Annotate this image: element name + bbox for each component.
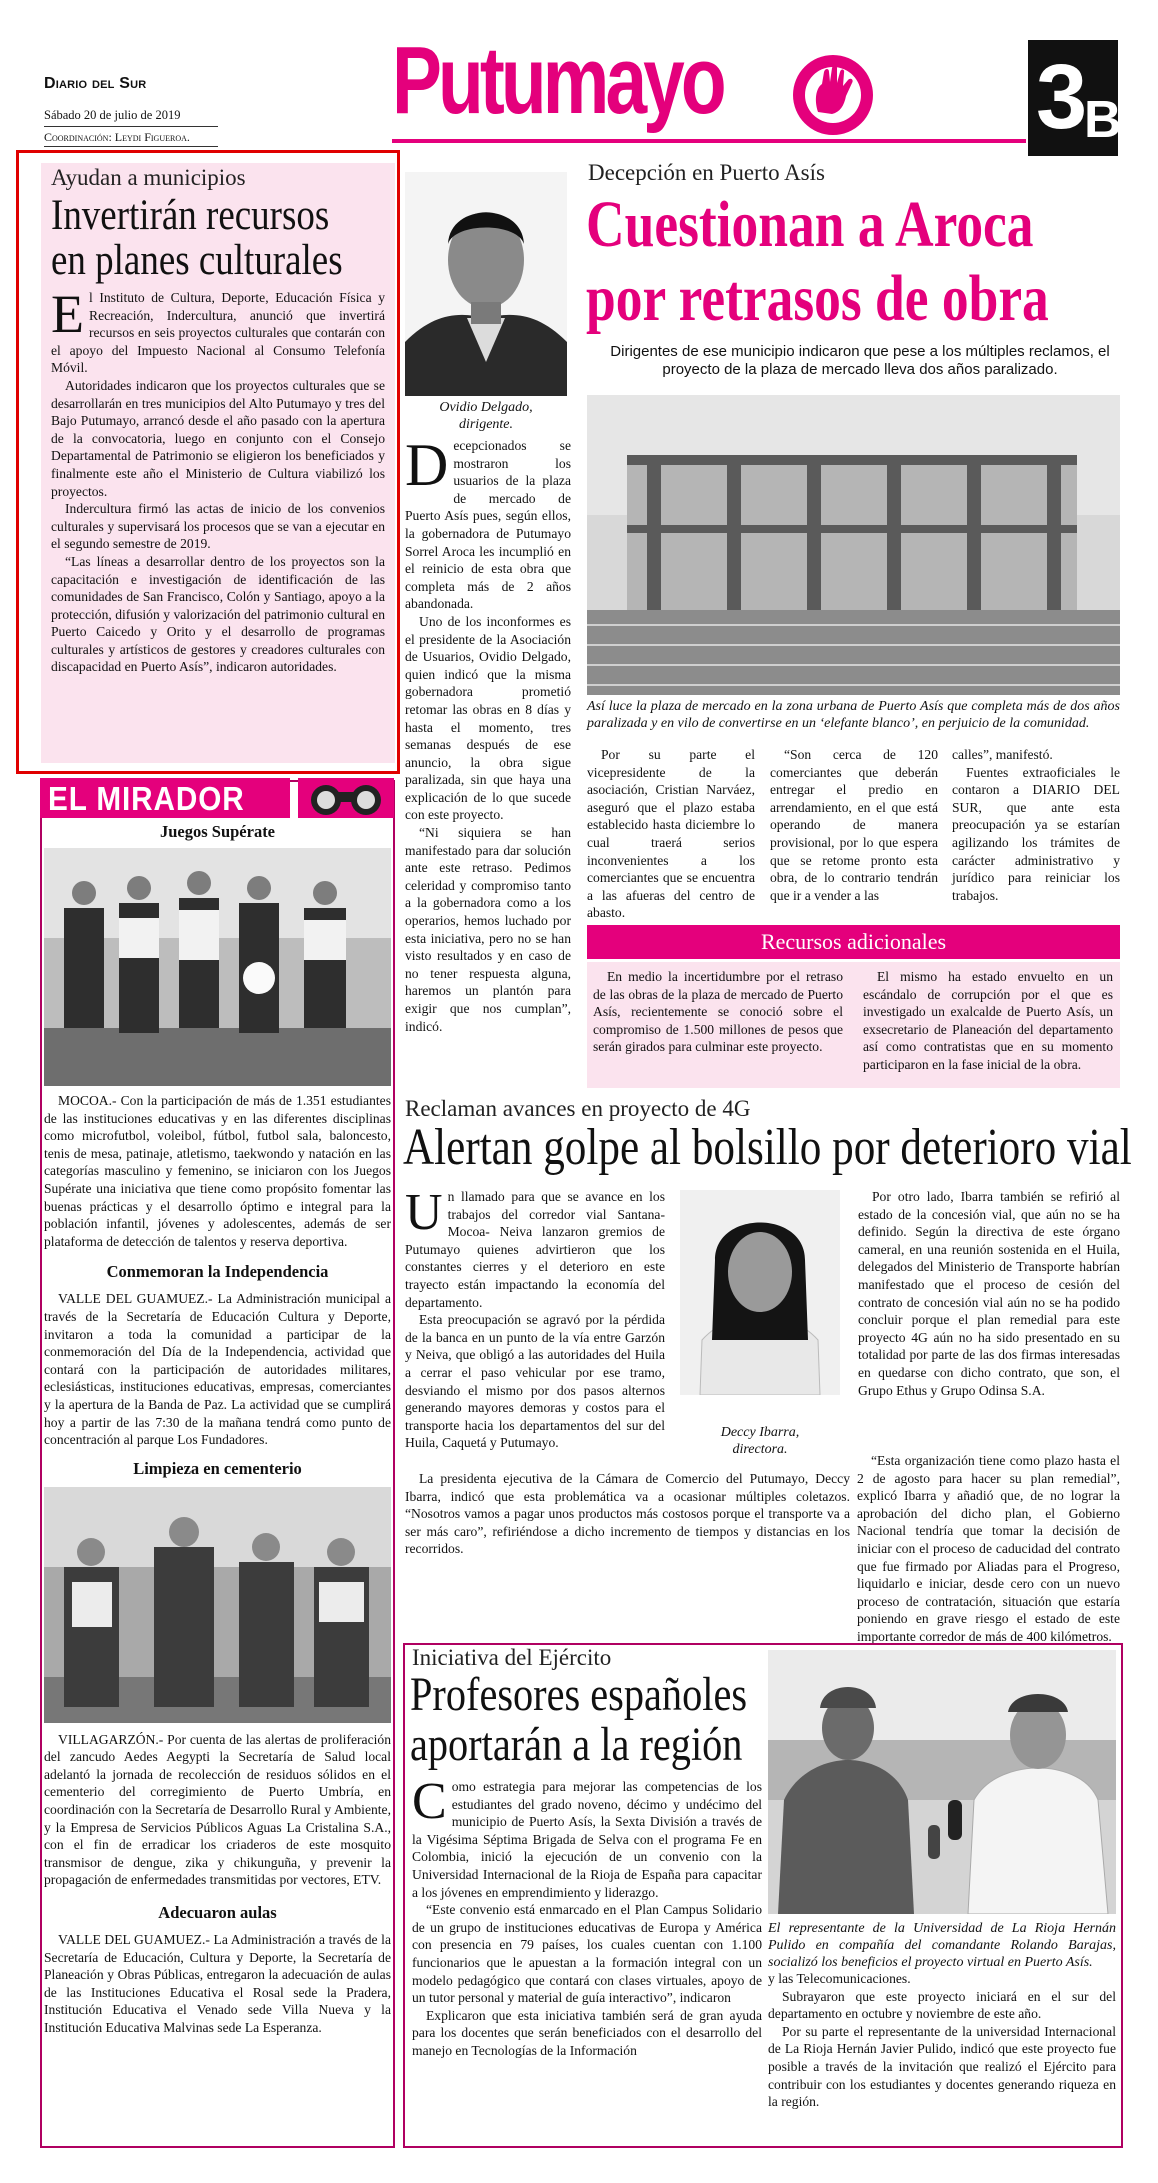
aroca-c4-paragraph-1: Fuentes extraoficiales le contaron a DIARIO DEL SUR, que ante esta preocupación ya se estarían agilizando los trámites de carácter administrativo y jurídico para reiniciar los trabajos.	[952, 764, 1120, 903]
masthead-rule-1	[44, 126, 218, 127]
aroca-c2-paragraph-1: Por su parte el vicepresidente de la asociación, Cristian Narváez, aseguró que el plazo estaba establecido hasta diciembre lo cual traerá serios inconvenientes a los comerciantes que se encuentra a las afueras del centro de abasto.	[587, 747, 755, 921]
vial-c1-paragraph-3: La presidenta ejecutiva de la Cámara de Comercio del Putumayo, Deccy Ibarra, indicó que esta problemática va a ocasionar múltiples coletazos. “Nosotros vamos a pagar unos productos más costosos porque el transporte va a ser más caro”, refiriéndose a dicho incremento de tiempos y distancias en los recorridos.	[405, 1471, 850, 1557]
aroca-c4-paragraph-0: calles”, manifestó.	[952, 747, 1053, 762]
mirador-juegos-photo	[44, 848, 391, 1086]
mirador-aulas-title: Adecuaron aulas	[158, 1903, 277, 1923]
aroca-c1-paragraph-1: Decepcionados se mostraron los usuarios de la plaza de mercado de Puerto Asís pues, según ellos, la gobernadora de Putumayo Sorrel Aroca les incumplió en el reinicio de esta obra que completa más de 2 años abandonada.	[405, 432, 571, 612]
ejercito-title-line2: aportarán a la región	[410, 1718, 743, 1771]
recursos-bar	[587, 925, 1120, 959]
section-title: Putumayo	[392, 27, 723, 134]
vial-c2-paragraph-2: “Esta organización tiene como plazo hasta el 2 de agosto para hacer su plan remedial”, explicó Ibarra y añadió que, de no lograr la aprobación del dicho plan, el Gobierno Nacional tendría que tomar la decisión de iniciar con el proceso de caducidad del contrato que fue firmado por Aliadas para el Progreso, liquidarlo e iniciar, desde cero con un nuevo proceso de contratación, situación que estaría poniendo en grave riesgo el estado de este importante corredor de más de 400 kilómetros.	[857, 1453, 1120, 1644]
ejercito-title	[410, 1670, 763, 1770]
vial-column-2	[858, 1188, 1120, 1399]
cultura-title-line2: en planes culturales	[51, 237, 343, 284]
deccy-caption-line1: Deccy Ibarra,	[720, 1425, 800, 1440]
aroca-title-line2: por retrasos de obra	[586, 262, 1049, 335]
vial-c2-paragraph-1: Por otro lado, Ibarra también se refirió al estado de la concesión vial, que aún no se ha definido. Según la directiva de este órgano cameral, en una reunión sostenida en el Huila, delegados del Ministerio de Transporte habrían manifestado que el proceso de cesión del contrato de concesión vial aún no se ha podido concluir porque el plan remedial para este proyecto 4G aún no ha sido presentado en su totalidad por parte de las dos firmas interesadas en quedarse con dicho contrato, que son, el Grupo Ethus y Grupo Odinsa S.A.	[858, 1189, 1120, 1398]
recursos-paragraph-1: En medio la incertidumbre por el retraso de las obras de la plaza de mercado de Puerto Asís, recientemente se conoció sobre el compromiso de 1.500 millones de pesos que serán girados para culminar este proyecto.	[593, 969, 843, 1055]
aroca-column-3	[770, 746, 938, 904]
vial-c1-paragraph-2: Esta preocupación se agravó por la pérdida de la banca en un punto de la vía entre Garzón y Neiva, que obligó a las autoridades del Huila a cerrar el paso vehicular por ese tramo, desviando el mismo por dos pasos alternos generando mayores demoras y costos para el transporte hacia los departamentos del sur del Huila, Caquetá y Putumayo.	[405, 1312, 665, 1451]
cultura-paragraph-1: El Instituto de Cultura, Deporte, Educación Física y Recreación, Indercultura, anunció que invertirá recursos en seis proyectos culturales que contarán con el apoyo del Impuesto Nacional al Consumo Telefonía Móvil.	[51, 284, 385, 376]
ovidio-caption-line2: dirigente.	[458, 417, 514, 432]
cultura-paragraph-4: “Las líneas a desarrollar dentro de los proyectos son la capacitación e investigación de identificación de las comunidades de San Francisco, Colón y Santiago, apoyo a la protección, difusión y valorización del patrimonio cultural en Puerto Caicedo y Orito y el desarrollo de programas culturales y artísticos de gestores y creadores culturales con discapacidad en Puerto Asís”, indicaron autoridades.	[51, 553, 385, 675]
ejercito-r2: Por su parte el representante de la universidad Internacional de La Rioja Hernán Javier Pulido, indicó que este proyecto fue posible a través de la invitación que realizó el Ejército para contribuir con los estudiantes y docentes generando riqueza en la región.	[768, 2023, 1116, 2110]
ovidio-portrait-photo	[405, 172, 567, 396]
deccy-caption	[680, 1424, 840, 1458]
vial-kicker: Reclaman avances en proyecto de 4G	[405, 1096, 751, 1121]
masthead	[0, 0, 1158, 150]
aroca-column-1	[405, 432, 571, 1035]
ovidio-caption-line1: Ovidio Delgado,	[439, 400, 533, 415]
hand-logo-icon	[788, 50, 878, 140]
aroca-title	[586, 188, 1137, 336]
masthead-pink-rule	[392, 139, 1026, 143]
aroca-c1-paragraph-2: Uno de los inconformes es el presidente de la Asociación de Usuarios, Ovidio Delgado, quien indicó que la misma gobernadora prometió retomar las obras en 8 días y hasta el momento, tres semanas después de ese anuncio, la obra sigue paralizada, sin que haya una explicación de lo que sucede con este proyecto.	[405, 613, 571, 823]
vial-title: Alertan golpe al bolsillo por deterioro vial	[403, 1119, 1132, 1176]
ovidio-caption	[405, 399, 567, 433]
ejercito-r0: y las Telecomunicaciones.	[768, 1971, 911, 1986]
cultura-title-line1: Invertirán recursos	[51, 192, 330, 239]
plaza-mercado-photo	[587, 395, 1120, 695]
mirador-limpieza-text: VILLAGARZÓN.- Por cuenta de las alertas de proliferación del zancudo Aedes Aegypti la Secretaría de Salud local adelantó la jornada de recolección de residuos sólidos en el cementerio del corregimiento de Puerto Umbría, en coordinación con la Secretaría de Desarrollo Rural y Ambiente, y la Empresa de Servicios Públicos Aguas La Cristalina S.A., con el fin de erradicar los criaderos de este mosquito transmisor de dengue, zika y chikunguña, y prevenir la propagación de enfermedades transmitidas por vectores, ETV.	[44, 1731, 391, 1888]
page-number: 3	[1036, 46, 1088, 148]
mirador-independencia-title: Conmemoran la Independencia	[106, 1262, 329, 1282]
mirador-juegos-text: MOCOA.- Con la participación de más de 1.351 estudiantes de las instituciones educativas y en las diferentes disciplinas como microfutbol, voleibol, fútbol, futbol sala, baloncesto, tenis de mesa, patinaje, atletismo, taekwondo y natación en las categorías masculino y femenino, se iniciaron con los Juegos Supérate una iniciativa que tiene como propósito fomentar las buenas prácticas y el desarrollo óptimo e integral para la población infantil, jóvenes y adolescentes, además de ser plataforma de detección de talentos y reserva deportiva.	[44, 1093, 391, 1249]
recursos-bar-title: Recursos adicionales	[760, 929, 947, 954]
vial-drop-cap: U	[405, 1184, 443, 1241]
ejercito-title-line1: Profesores españoles	[410, 1668, 748, 1721]
cultura-title	[51, 193, 395, 283]
binoculars-icon	[298, 778, 394, 818]
ejercito-photo-caption: El representante de la Universidad de La Rioja Hernán Pulido en compañía del comandante Rolando Barajas, socializó los beneficios el proyecto virtual en Puerto Asís.	[768, 1921, 1116, 1970]
coordination: Coordinación: Leydi Figueroa.	[44, 130, 190, 144]
vial-column-1	[405, 1184, 665, 1452]
aroca-dek: Dirigentes de ese municipio indicaron que pese a los múltiples reclamos, el proyecto de la plaza de mercado lleva dos años paralizado.	[610, 343, 1110, 378]
ejercito-photo	[768, 1650, 1116, 1914]
aroca-c3-paragraph-1: “Son cerca de 120 comerciantes que deberán entregar el predio en arrendamiento, en el que está operando de manera provisional, por lo que espera que se retome pronto esta obra, de lo contrario tendrán que ir a vender a las	[770, 747, 938, 903]
mirador-limpieza-title: Limpieza en cementerio	[133, 1458, 302, 1478]
masthead-date: Sábado 20 de julio de 2019	[44, 108, 181, 122]
recursos-paragraph-2: El mismo ha estado envuelto en un escándalo de corrupción por el que es investigado un exalcalde de Puerto Asís, un exsecretario de Planeación del departamento así como contratistas que en su momento participaron en la fase inicial de la obra.	[863, 969, 1113, 1072]
cultura-kicker: Ayudan a municipios	[51, 165, 246, 190]
deccy-caption-line2: directora.	[732, 1442, 788, 1457]
ejercito-column-2	[768, 1970, 1116, 2111]
page-number-box	[1028, 40, 1122, 156]
ejercito-paragraph-3: Explicaron que esta iniciativa también será de gran ayuda para los docentes que serán beneficiados con el desarrollo del manejo en Tecnologías de la Información	[412, 2007, 762, 2058]
mirador-independencia-text: VALLE DEL GUAMUEZ.- La Administración municipal a través de la Secretaría de Educación Cultura y Deporte, invitaron a toda la comunidad a participar de la conmemoración del Día de la Independencia, actividad que contará con la participación de autoridades militares, eclesiásticas, instituciones educativas, empresas, comerciantes y la apertura de la Banda de Paz. La actividad que se cumplirá hoy a partir de las 7:30 de la mañana tendrá como punto de concentración al parque Los Fundadores.	[44, 1291, 391, 1448]
plaza-photo-caption: Así luce la plaza de mercado en la zona urbana de Puerto Asís que completa más de dos años paralizada y en vilo de convertirse en un ‘elefante blanco’, en perjuicio de la comunidad.	[587, 699, 1120, 731]
aroca-c1-paragraph-3: “Ni siquiera se han manifestado para dar solución ante este retraso. Pedimos celeridad y compromiso tanto a la gobernadora como a los operarios, hemos luchado por esta iniciativa, pero no se han visto resultados y en caso de no tener respuesta alguna, haremos un plantón para exigir que nos cumplan”, indicó.	[405, 825, 571, 1034]
paper-name: Diario del Sur	[44, 75, 147, 92]
ejercito-column-1	[412, 1773, 762, 2060]
aroca-drop-cap: D	[405, 432, 449, 498]
cultura-article	[16, 150, 400, 774]
cultura-box	[41, 163, 395, 763]
mirador-limpieza-photo	[44, 1487, 391, 1723]
ejercito-r1: Subrayaron que este proyecto iniciará en el sur del departamento en octubre y noviembre de este año.	[768, 1988, 1116, 2022]
mirador-aulas-text: VALLE DEL GUAMUEZ.- La Administración a través de la Secretaría de Educación, Cultura y Deporte, la Secretaría de Planeación y Obras Públicas, entregaron la adecuación de aulas de las Instituciones Educativa el Rosal sede la Pradera, Institución Educativa el Venado sede Villa Nueva y la Institución Educativa Malvinas sede La Esperanza.	[44, 1932, 391, 2035]
mirador-juegos-title: Juegos Supérate	[159, 822, 276, 841]
aroca-column-2	[587, 746, 755, 922]
ejercito-drop-cap: C	[412, 1773, 447, 1830]
masthead-rule-2	[44, 146, 218, 147]
cultura-paragraph-2: Autoridades indicaron que los proyectos culturales que se desarrollarán en tres municipios del Alto Putumayo y tres del Bajo Putumayo, arrancó desde el año pasado con la apertura de la convocatoria, luego en conjunto con el Consejo Departamental de Patrimonio se eligieron los beneficiados y finalmente este año el Ministerio de Cultura viabilizó los proyectos.	[51, 377, 385, 499]
aroca-kicker: Decepción en Puerto Asís	[588, 160, 825, 185]
recursos-box	[587, 962, 1120, 1088]
vial-c1-paragraph-1: Un llamado para que se avance en los trabajos del corredor vial Santana- Mocoa- Neiva lanzaron gremios de Putumayo quienes advirtieron que los constantes cierres y el deterioro en este trayecto están impactando la economía del departamento.	[405, 1184, 665, 1310]
aroca-title-line1: Cuestionan a Aroca	[586, 188, 1034, 261]
deccy-portrait-photo	[680, 1190, 840, 1395]
mirador-label: EL MIRADOR	[48, 780, 245, 817]
vial-c2-paragraph-2-wrap	[858, 1452, 1120, 1646]
cultura-paragraph-3: Indercultura firmó las actas de inicio de los convenios culturales y supervisará los procesos que se van a ejecutar en el segundo semestre de 2019.	[51, 501, 385, 552]
vial-c1-paragraph-3-wrap	[405, 1470, 850, 1558]
mirador-header	[40, 778, 395, 820]
ejercito-kicker: Iniciativa del Ejército	[412, 1645, 612, 1670]
aroca-column-4	[952, 746, 1120, 904]
cultura-drop-cap: E	[51, 284, 84, 344]
page-letter: B	[1084, 91, 1122, 149]
ejercito-paragraph-2: “Este convenio está enmarcado en el Plan Campus Solidario de un grupo de instituciones educativas de Europa y América con presencia en 79 países, los cuales cuentan con 1.100 funcionarios que le apuestan a la formación integral con un modelo pedagógico que contará con clases virtuales, apoyo de un tutor personal y material de guía interactivo”, indicaron	[412, 1902, 762, 2006]
ejercito-paragraph-1: Como estrategia para mejorar las competencias de los estudiantes del grado noveno, décimo y undécimo del municipio de Puerto Asís, la Sexta División a través de la Vigésima Séptima Brigada de Selva con el programa Fe en Colombia, inició la ejecución de un convenio con la Universidad Internacional de la Rioja de España para capacitar a los jóvenes en emprendimiento y liderazgo.	[412, 1773, 762, 1900]
mirador-content	[44, 822, 391, 2037]
